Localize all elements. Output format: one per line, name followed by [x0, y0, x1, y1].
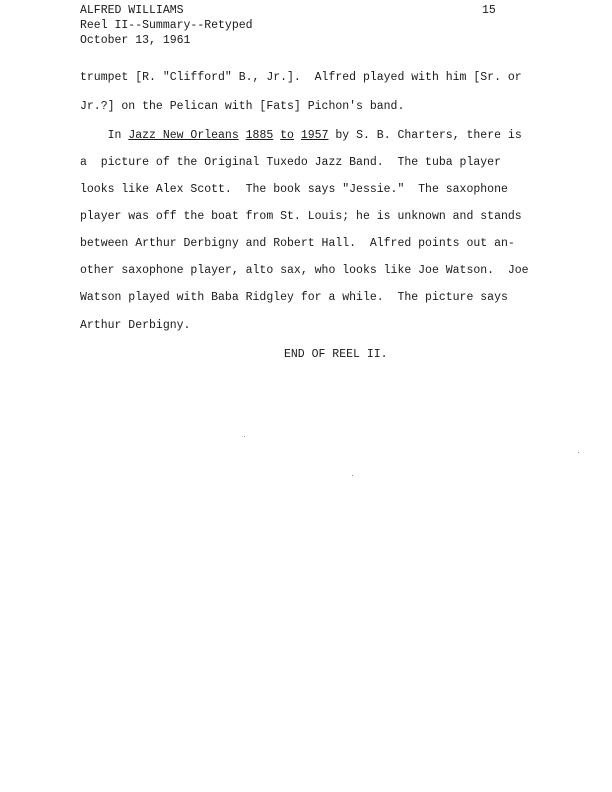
- body-line-4: a picture of the Original Tuxedo Jazz Band. The tuba player: [80, 156, 501, 169]
- book-year-start: 1885: [245, 129, 274, 142]
- page-number: 15: [482, 4, 496, 17]
- body-line-8: other saxophone player, alto sax, who looks like Joe Watson. Joe: [80, 264, 529, 277]
- end-of-reel: END OF REEL II.: [284, 348, 388, 361]
- scan-speck: [244, 436, 245, 437]
- body-line-9: Watson played with Baba Ridgley for a while. The picture says: [80, 291, 508, 304]
- space: [239, 129, 246, 142]
- book-title: Jazz New Orleans: [128, 129, 239, 142]
- body-line-5: looks like Alex Scott. The book says "Jessie." The saxophone: [80, 183, 508, 196]
- document-header: [80, 3, 253, 48]
- book-year-end: 1957: [300, 129, 329, 142]
- body-line-3: [80, 128, 522, 143]
- body-line-2: Jr.?] on the Pelican with [Fats] Pichon's band.: [80, 100, 405, 113]
- book-year-to: to: [280, 129, 294, 142]
- interviewee-name: ALFRED WILLIAMS: [80, 4, 184, 17]
- scan-speck: [352, 475, 353, 476]
- body-line-10: Arthur Derbigny.: [80, 319, 191, 332]
- body-line-3-tail: by S. B. Charters, there is: [328, 129, 522, 142]
- body-line-6: player was off the boat from St. Louis; he is unknown and stands: [80, 210, 522, 223]
- reel-label: Reel II--Summary--Retyped: [80, 19, 253, 32]
- space: [294, 129, 301, 142]
- scan-speck: [578, 452, 579, 453]
- body-line-3-lead: In: [80, 129, 129, 142]
- interview-date: October 13, 1961: [80, 34, 191, 47]
- body-line-7: between Arthur Derbigny and Robert Hall. Alfred points out an-: [80, 237, 515, 250]
- body-line-1: trumpet [R. "Clifford" B., Jr.]. Alfred played with him [Sr. or: [80, 71, 522, 84]
